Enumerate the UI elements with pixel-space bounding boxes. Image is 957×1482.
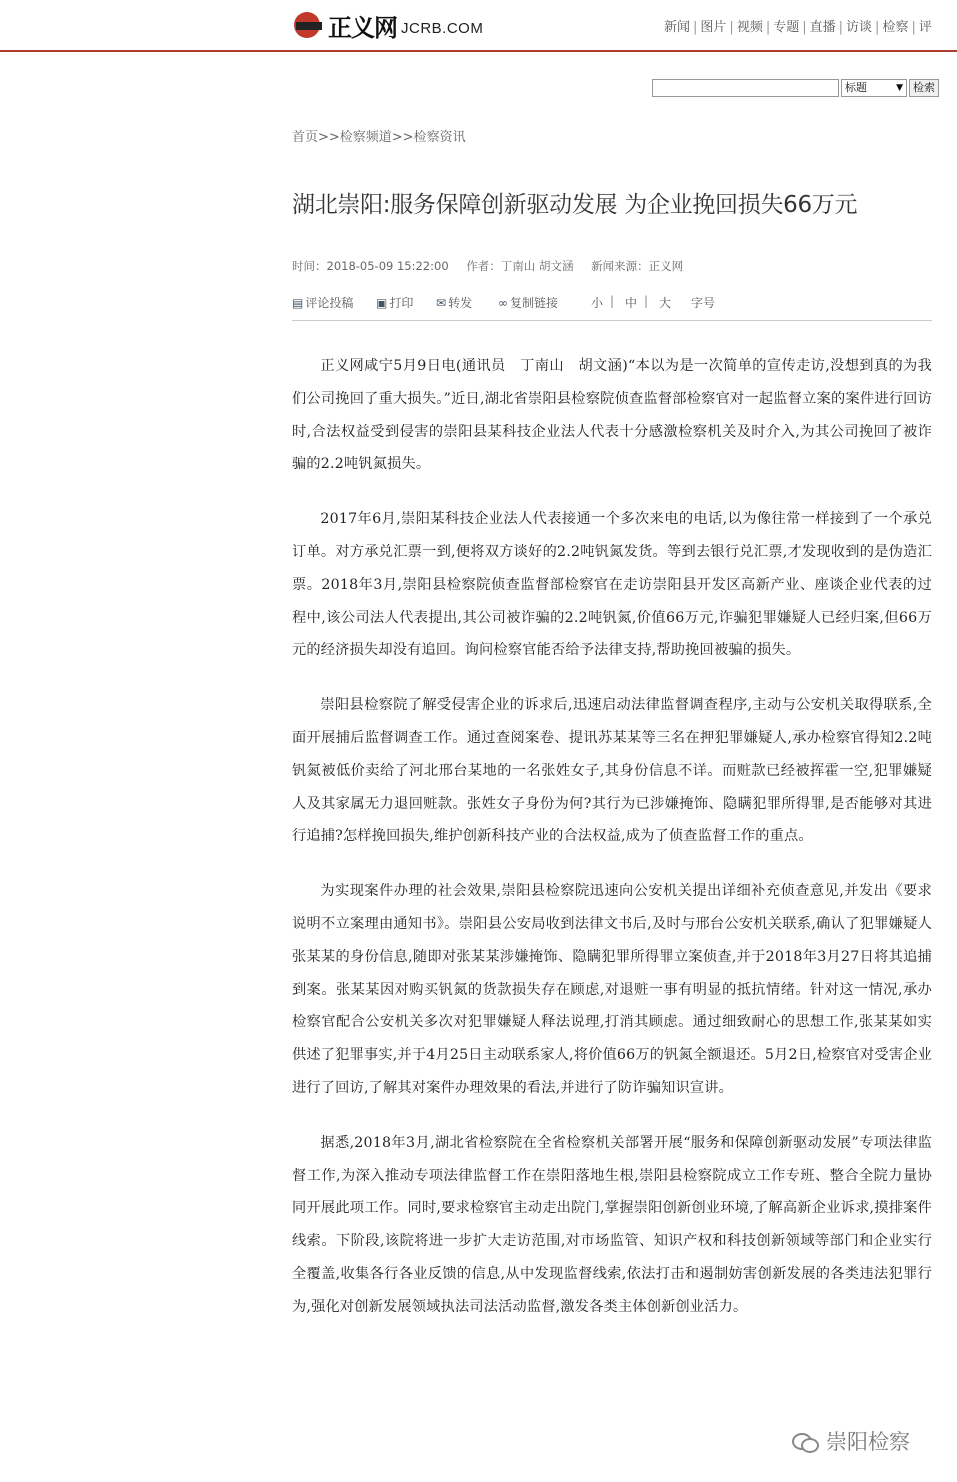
nav-separator: | [838,20,844,35]
forward-label: 转发 [448,296,473,310]
article-author: 作者：丁南山 胡文涵 [466,259,574,273]
nav-item-topics[interactable]: 专题 [773,20,800,35]
nav-separator: | [693,20,698,35]
breadcrumb[interactable]: 首页>>检察频道>>检察资讯 [292,130,466,145]
logo-icon [294,10,324,40]
font-size-label: 字号 [691,296,716,310]
site-logo[interactable] [294,9,483,41]
nav-item-video[interactable]: 视频 [736,20,763,35]
nav-item-live[interactable]: 直播 [809,20,836,35]
print-icon: ▣ [376,295,388,310]
nav-item-news[interactable]: 新闻 [664,20,691,35]
article-body [292,350,932,1346]
article-toolbar [292,292,932,321]
article-paragraph: 2017年6月,崇阳某科技企业法人代表接通一个多次来电的电话,以为像往常一样接到了一个承兑订单。对方承兑汇票一到,便将双方谈好的2.2吨钒氮发货。等到去银行兑汇票,才发现收到的是伪造汇票。2018年3月,崇阳县检察院侦查监督部检察官在走访崇阳县开发区高新产业、座谈企业代表的过程中,该公司法人代表提出,其公司被诈骗的2.2吨钒氮,价值66万元,诈骗犯罪嫌疑人已经归案,但66万元的经济损失却没有追回。询问检察官能否给予法律支持,帮助挽回被骗的损失。 [292,511,932,659]
search-field-select[interactable] [841,79,907,97]
wechat-icon [792,1431,818,1451]
font-size-small[interactable]: 小 [591,296,604,310]
article-meta [292,258,697,274]
copy-link-label: 复制链接 [510,296,559,310]
article-paragraph: 据悉,2018年3月,湖北省检察院在全省检察机关部署开展“服务和保障创新驱动发展”专项法律监督工作,为深入推动专项法律监督工作在崇阳落地生根,崇阳县检察院成立工作专班、整合全院力量协同开展此项工作。同时,要求检察官主动走出院门,掌握崇阳创新创业环境,了解高新企业诉求,摸排案件线索。下阶段,该院将进一步扩大走访范围,对市场监管、知识产权和科技创新领域等部门和企业实行全覆盖,收集各行各业反馈的信息,从中发现监督线索,依法打击和遏制妨害创新发展的各类违法犯罪行为,强化对创新发展领域执法司法活动监督,激发各类主体创新创业活力。 [292,1134,932,1315]
mail-icon: ✉ [436,295,447,310]
print-button[interactable] [376,294,413,311]
top-nav [664,16,932,35]
article-source: 新闻来源：正义网 [591,259,684,273]
nav-item-pictures[interactable]: 图片 [700,20,727,35]
site-header [0,0,957,52]
comment-label: 评论投稿 [305,296,354,310]
font-size-large[interactable]: 大 [659,296,672,310]
nav-separator: | [802,20,807,35]
search-button[interactable]: 检索 [909,79,939,97]
comment-button[interactable] [292,294,353,311]
nav-separator: | [911,20,916,35]
size-separator: | [644,294,649,308]
article-paragraph: 正义网咸宁5月9日电(通讯员 丁南山 胡文涵)“本以为是一次简单的宣传走访,没想到真的为我们公司挽回了重大损失。”近日,湖北省崇阳县检察院侦查监督部检察官对一起监督立案的案件进行回访时,合法权益受到侵害的崇阳县某科技企业法人代表十分感激检察机关及时介入,为其公司挽回了被诈骗的2.2吨钒氮损失。 [292,358,932,473]
comment-icon: ▤ [292,295,304,310]
nav-item-interviews[interactable]: 访谈 [846,20,873,35]
logo-chinese: 正义网 [328,12,397,42]
article-paragraph: 为实现案件办理的社会效果,崇阳县检察院迅速向公安机关提出详细补充侦查意见,并发出《要求说明不立案理由通知书》。崇阳县公安局收到法律文书后,及时与邢台公安机关联系,确认了犯罪嫌疑人张某某的身份信息,随即对张某某涉嫌掩饰、隐瞒犯罪所得罪立案侦查,并于2018年3月27日将其追捕到案。张某某因对购买钒氮的货款损失存在顾虑,对退赃一事有明显的抵抗情绪。针对这一情况,承办检察官配合公安机关多次对犯罪嫌疑人释法说理,打消其顾虑。通过细致耐心的思想工作,张某某如实供述了犯罪事实,并于4月25日主动联系家人,将价值66万的钒氮全额退还。5月2日,检察官对受害企业进行了回访,了解其对案件办理效果的看法,并进行了防诈骗知识宣讲。 [292,883,932,1096]
nav-item-procuratorate[interactable]: 检察 [882,20,909,35]
size-separator: | [610,294,615,308]
watermark [792,1426,910,1456]
nav-separator: | [765,20,771,35]
forward-button[interactable] [436,294,472,311]
watermark-text: 崇阳检察 [826,1430,910,1454]
nav-separator: | [875,20,880,35]
font-size-medium[interactable]: 中 [625,296,638,310]
page-title: 湖北崇阳:服务保障创新驱动发展 为企业挽回损失66万元 [292,192,858,218]
nav-separator: | [729,20,734,35]
nav-item-comment[interactable]: 评 [918,20,932,35]
search-bar [652,79,939,97]
logo-english: JCRB.COM [401,19,484,37]
article-paragraph: 崇阳县检察院了解受侵害企业的诉求后,迅速启动法律监督调查程序,主动与公安机关取得联系,全面开展捕后监督调查工作。通过查阅案卷、提讯苏某某等三名在押犯罪嫌疑人,承办检察官得知2.2吨钒氮被低价卖给了河北邢台某地的一名张姓女子,其身份信息不详。而赃款已经被挥霍一空,犯罪嫌疑人及其家属无力退回赃款。张姓女子身份为何?其行为已涉嫌掩饰、隐瞒犯罪所得罪,是否能够对其进行追捕?怎样挽回损失,维护创新科技产业的合法权益,成为了侦查监督工作的重点。 [292,697,932,845]
search-field-value: 标题 [845,81,867,94]
search-input[interactable] [652,79,839,97]
chevron-down-icon: ▼ [896,83,903,93]
print-label: 打印 [389,296,414,310]
link-icon: ∞ [498,295,508,310]
copy-link-button[interactable] [498,294,558,311]
publish-time: 时间：2018-05-09 15:22:00 [292,259,449,273]
